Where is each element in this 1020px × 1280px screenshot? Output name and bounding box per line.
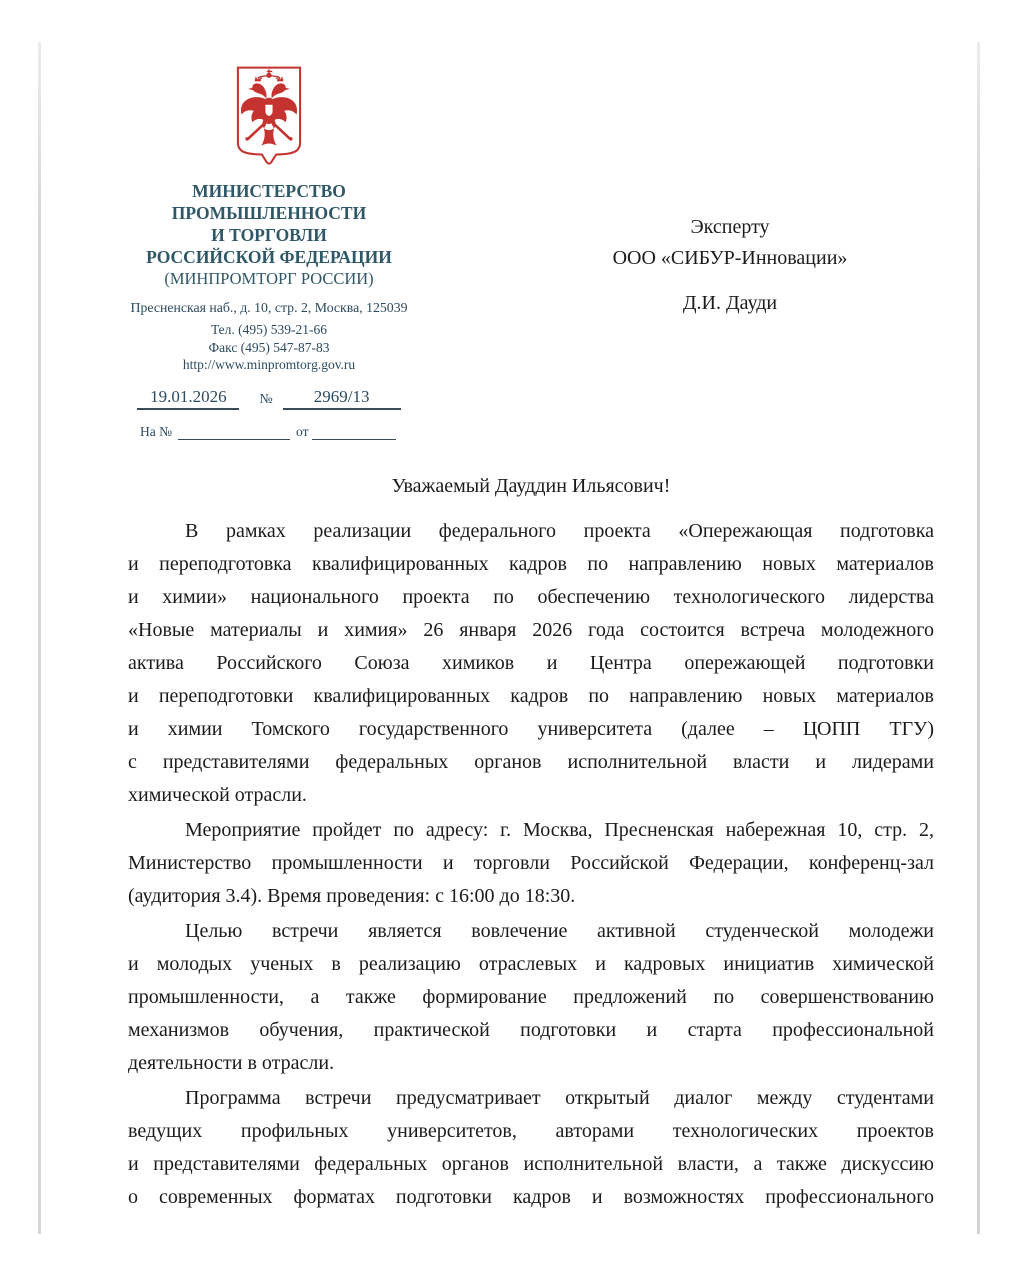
body-line: механизмов обучения, практической подготовки и старта профессиональной — [128, 1019, 934, 1041]
ministry-short-name: (МИНПРОМТОРГ РОССИИ) — [164, 269, 374, 288]
recipient-role: Эксперту — [690, 216, 770, 238]
date-number-row — [128, 387, 410, 410]
ministry-title-line: МИНИСТЕРСТВО — [192, 181, 346, 201]
recipient-name: Д.И. Дауди — [682, 292, 778, 314]
body-line: и переподготовка квалифицированных кадров по направлению новых материалов — [128, 553, 934, 575]
letterhead — [128, 63, 410, 440]
page-left-edge — [38, 42, 41, 1234]
number-sign: № — [259, 391, 273, 407]
ministry-address: Пресненская наб., д. 10, стр. 2, Москва, 125039 — [130, 300, 408, 315]
letter-date-field — [137, 387, 239, 410]
paragraph-2 — [128, 814, 934, 913]
letter-number-field — [283, 387, 401, 410]
body-line: актива Российского Союза химиков и Центра опережающей подготовки — [128, 652, 934, 674]
body-line: и переподготовки квалифицированных кадров по направлению новых материалов — [128, 685, 934, 707]
ministry-title-line: ПРОМЫШЛЕННОСТИ — [171, 203, 367, 223]
body-line: (аудитория 3.4). Время проведения: с 16:00 до 18:30. — [128, 885, 576, 907]
body-line: промышленности, а также формирование предложений по совершенствованию — [128, 986, 934, 1008]
incoming-date-blank — [312, 425, 396, 440]
ministry-website: http://www.minpromtorg.gov.ru — [182, 357, 356, 372]
letter-number: 2969/13 — [313, 386, 370, 406]
ministry-phone: Тел. (495) 539-21-66 — [210, 322, 328, 337]
page-right-edge — [977, 42, 980, 1234]
body-line: «Новые материалы и химия» 26 января 2026 года состоится встреча молодежного — [128, 619, 934, 641]
body-line: ведущих профильных университетов, авторами технологических проектов — [128, 1120, 934, 1142]
paragraph-1 — [128, 515, 934, 812]
ministry-title-line: И ТОРГОВЛИ — [211, 225, 327, 245]
letter-date: 19.01.2026 — [150, 386, 227, 406]
body-line: и химии Томского государственного университета (далее – ЦОПП ТГУ) — [128, 718, 934, 740]
body-line: химической отрасли. — [128, 784, 307, 806]
salutation: Уважаемый Дауддин Ильясович! — [391, 475, 671, 497]
reference-from-label: от — [296, 423, 309, 439]
body-line: Программа встречи предусматривает открытый диалог между студентами — [185, 1087, 934, 1109]
body-line: с представителями федеральных органов исполнительной власти и лидерами — [128, 751, 934, 773]
paragraph-3 — [128, 915, 934, 1080]
reference-row — [128, 424, 410, 440]
body-line: Мероприятие пройдет по адресу: г. Москва, Пресненская набережная 10, стр. 2, — [185, 819, 934, 841]
incoming-number-blank — [178, 425, 290, 440]
reference-label: На № — [140, 423, 172, 439]
body-line: деятельности в отрасли. — [128, 1052, 335, 1074]
paragraph-4 — [128, 1082, 934, 1214]
body-line: Министерство промышленности и торговли Российской Федерации, конференц-зал — [128, 852, 934, 874]
coat-of-arms-icon — [233, 63, 305, 171]
body-line: и химии» национального проекта по обеспечению технологического лидерства — [128, 586, 934, 608]
recipient-block — [540, 212, 920, 319]
body-line: Целью встречи является вовлечение активной студенческой молодежи — [185, 920, 934, 942]
letter-body — [128, 470, 934, 1214]
body-line: и молодых ученых в реализацию отраслевых и кадровых инициатив химической — [128, 953, 934, 975]
ministry-title — [128, 180, 410, 268]
body-line: о современных форматах подготовки кадров и возможностях профессионального — [128, 1186, 934, 1208]
recipient-organization: ООО «СИБУР-Инновации» — [612, 247, 848, 269]
ministry-fax: Факс (495) 547-87-83 — [208, 339, 330, 355]
ministry-title-line: РОССИЙСКОЙ ФЕДЕРАЦИИ — [146, 247, 392, 267]
body-line: и представителями федеральных органов исполнительной власти, а также дискуссию — [128, 1153, 934, 1175]
body-line: В рамках реализации федерального проекта «Опережающая подготовка — [185, 520, 934, 542]
